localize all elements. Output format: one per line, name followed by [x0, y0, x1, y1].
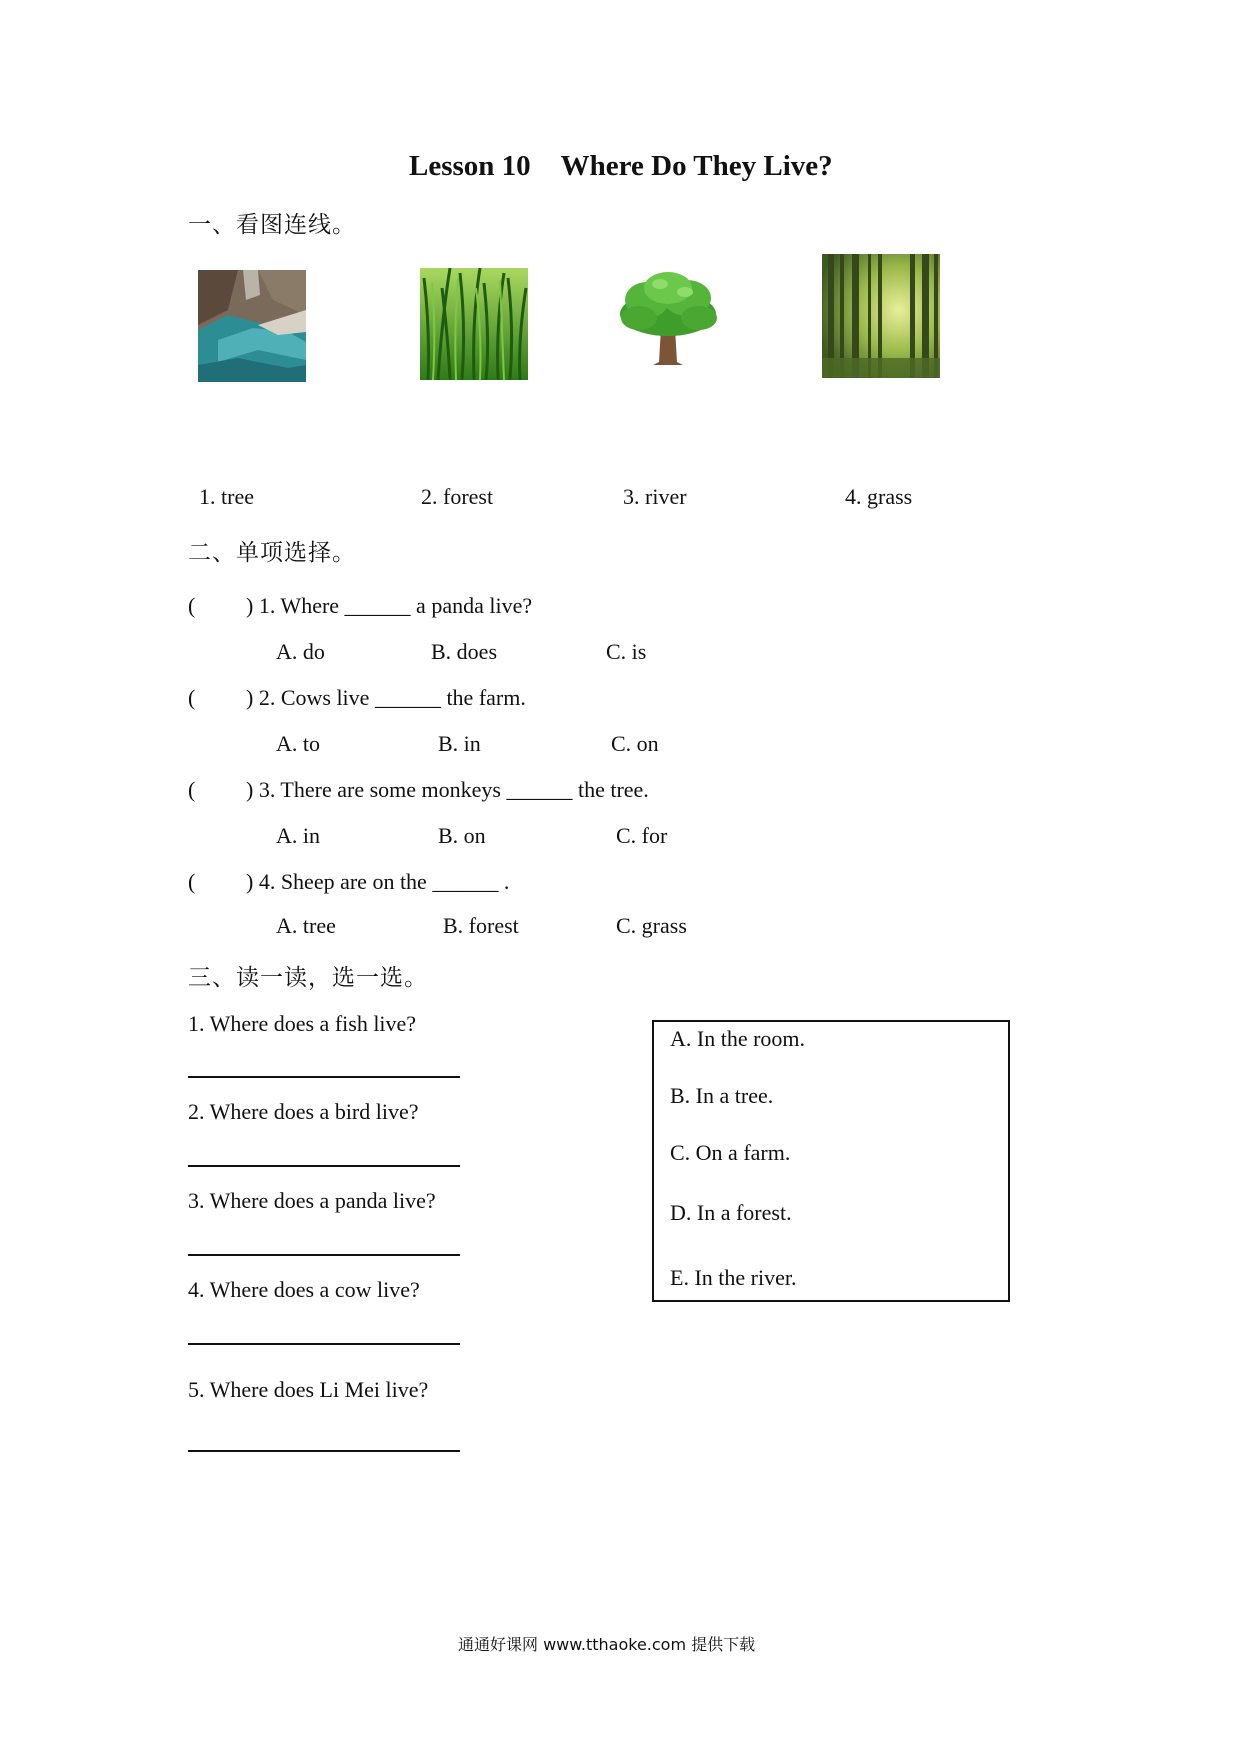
- option-b: B. in: [438, 731, 481, 756]
- match-word-2: 2. forest: [421, 484, 494, 509]
- lesson-number: Lesson 10: [409, 150, 531, 182]
- answer-paren[interactable]: (: [188, 593, 196, 618]
- question-stem: ) 1. Where ______ a panda live?: [246, 593, 533, 618]
- answer-line-2[interactable]: [188, 1165, 460, 1167]
- section2-heading: 二、单项选择。: [188, 540, 356, 566]
- river-photo: [198, 270, 306, 382]
- read-question-4: 4. Where does a cow live?: [188, 1277, 420, 1302]
- option-c: C. grass: [616, 913, 687, 938]
- question-stem: ) 4. Sheep are on the ______ .: [246, 869, 510, 894]
- option-c: C. is: [606, 639, 647, 664]
- section1-heading: 一、看图连线。: [188, 212, 356, 238]
- option-a: A. do: [276, 639, 325, 664]
- read-question-2: 2. Where does a bird live?: [188, 1099, 419, 1124]
- answer-line-4[interactable]: [188, 1343, 460, 1345]
- match-word-3: 3. river: [623, 484, 687, 509]
- answer-option-a: A. In the room.: [670, 1026, 806, 1051]
- answer-paren[interactable]: (: [188, 685, 196, 710]
- read-question-5: 5. Where does Li Mei live?: [188, 1377, 429, 1402]
- tree-picture: [615, 270, 721, 366]
- read-question-1: 1. Where does a fish live?: [188, 1011, 417, 1036]
- match-word-1: 1. tree: [199, 484, 254, 509]
- option-b: B. does: [431, 639, 497, 664]
- option-a: A. to: [276, 731, 320, 756]
- option-a: A. tree: [276, 913, 336, 938]
- section3-heading: 三、读一读，选一选。: [188, 965, 428, 991]
- answer-option-e: E. In the river.: [670, 1265, 797, 1290]
- footer-credit: 通通好课网 www.tthaoke.com 提供下载: [458, 1635, 756, 1654]
- option-c: C. for: [616, 823, 668, 848]
- answer-option-c: C. On a farm.: [670, 1140, 791, 1165]
- answer-option-b: B. In a tree.: [670, 1083, 774, 1108]
- grass-photo: [420, 268, 528, 380]
- option-b: B. forest: [443, 913, 519, 938]
- answer-options-box: [652, 1020, 1010, 1302]
- answer-option-d: D. In a forest.: [670, 1200, 792, 1225]
- answer-line-3[interactable]: [188, 1254, 460, 1256]
- lesson-topic: Where Do They Live?: [560, 150, 833, 182]
- option-c: C. on: [611, 731, 659, 756]
- option-b: B. on: [438, 823, 486, 848]
- answer-line-5[interactable]: [188, 1450, 460, 1452]
- answer-paren[interactable]: (: [188, 869, 196, 894]
- option-a: A. in: [276, 823, 320, 848]
- page-title: [409, 150, 833, 183]
- answer-paren[interactable]: (: [188, 777, 196, 802]
- read-question-3: 3. Where does a panda live?: [188, 1188, 436, 1213]
- forest-photo: [822, 254, 940, 378]
- question-stem: ) 2. Cows live ______ the farm.: [246, 685, 526, 710]
- answer-line-1[interactable]: [188, 1076, 460, 1078]
- question-stem: ) 3. There are some monkeys ______ the tree.: [246, 777, 649, 802]
- match-word-4: 4. grass: [845, 484, 913, 509]
